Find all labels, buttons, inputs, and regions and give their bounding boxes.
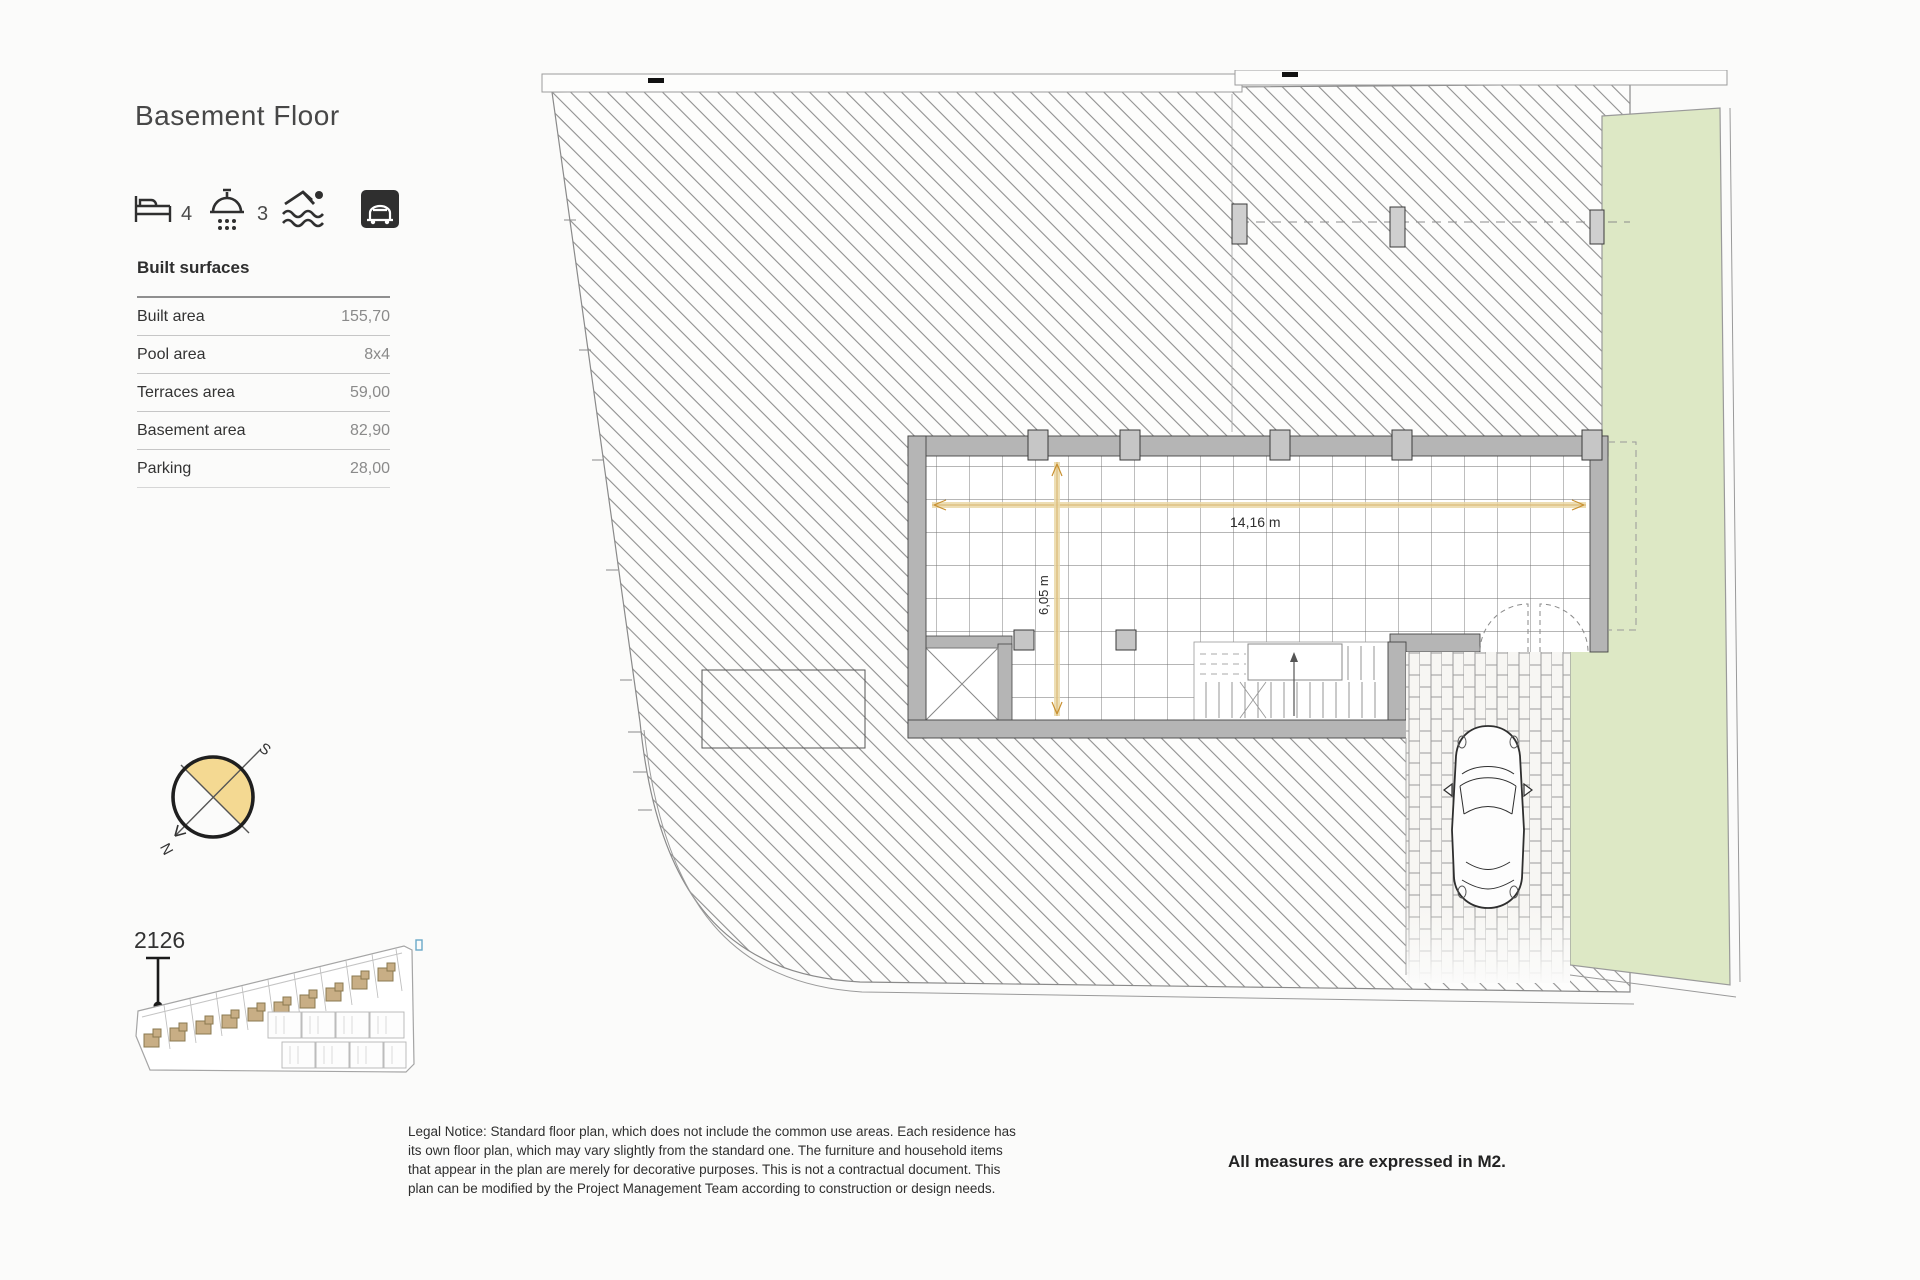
row-value: 82,90 — [349, 421, 390, 439]
row-label: Basement area — [137, 421, 246, 439]
pillar — [1390, 207, 1405, 247]
elevator-shaft — [920, 636, 1012, 722]
row-value: 59,00 — [349, 383, 390, 401]
bathroom-count: 3 — [257, 203, 269, 225]
dimension-height-label: 6,05 m — [1036, 575, 1051, 615]
amenity-icons — [133, 182, 413, 238]
wall-top — [908, 436, 1608, 456]
dimension-width-label: 14,16 m — [1230, 514, 1281, 530]
pool-icon — [283, 191, 323, 226]
garage-icon — [361, 190, 399, 228]
table-row — [137, 450, 390, 487]
row-label: Built area — [137, 307, 205, 325]
row-value: 8x4 — [364, 345, 390, 363]
mini-pool-marker — [416, 940, 422, 950]
row-value: 155,70 — [341, 307, 390, 325]
compass-south-label: S — [255, 739, 274, 760]
shower-icon — [210, 190, 244, 230]
surfaces-heading: Built surfaces — [137, 258, 250, 277]
table-row — [137, 298, 390, 336]
site-key-plan — [116, 916, 456, 1106]
pillar — [1590, 210, 1604, 244]
wall-left — [908, 436, 926, 738]
row-value: 28,00 — [349, 459, 390, 477]
table-row — [137, 336, 390, 374]
wall-right — [1590, 436, 1608, 652]
row-label: Terraces area — [137, 383, 235, 401]
row-label: Pool area — [137, 345, 206, 363]
bed-icon — [136, 196, 170, 222]
location-pin — [146, 958, 170, 1011]
compass-north-label: N — [156, 840, 177, 859]
table-row — [137, 374, 390, 412]
plot-number-label: 2126 — [134, 927, 186, 953]
compass-rose — [148, 732, 288, 872]
surfaces-table — [137, 296, 390, 488]
pillar — [1232, 204, 1247, 244]
measures-note: All measures are expressed in M2. — [1228, 1152, 1506, 1171]
page-title: Basement Floor — [135, 100, 340, 131]
table-row — [137, 412, 390, 450]
bedroom-count: 4 — [181, 203, 193, 225]
main-floor-plan — [540, 70, 1750, 1020]
wall-bottom — [908, 720, 1408, 738]
row-label: Parking — [137, 459, 192, 477]
car-top-view — [1444, 726, 1532, 908]
driveway — [1406, 652, 1570, 983]
legal-notice: Legal Notice: Standard floor plan, which does not include the common use areas. Each residence has its own floor plan, which may vary slightly from the standard one. The furniture and household items that appear in the plan are merely for decorative purposes. This is not a contractual document. This plan can be modified by the Project Management Team according to construction or design needs. — [408, 1124, 1016, 1196]
